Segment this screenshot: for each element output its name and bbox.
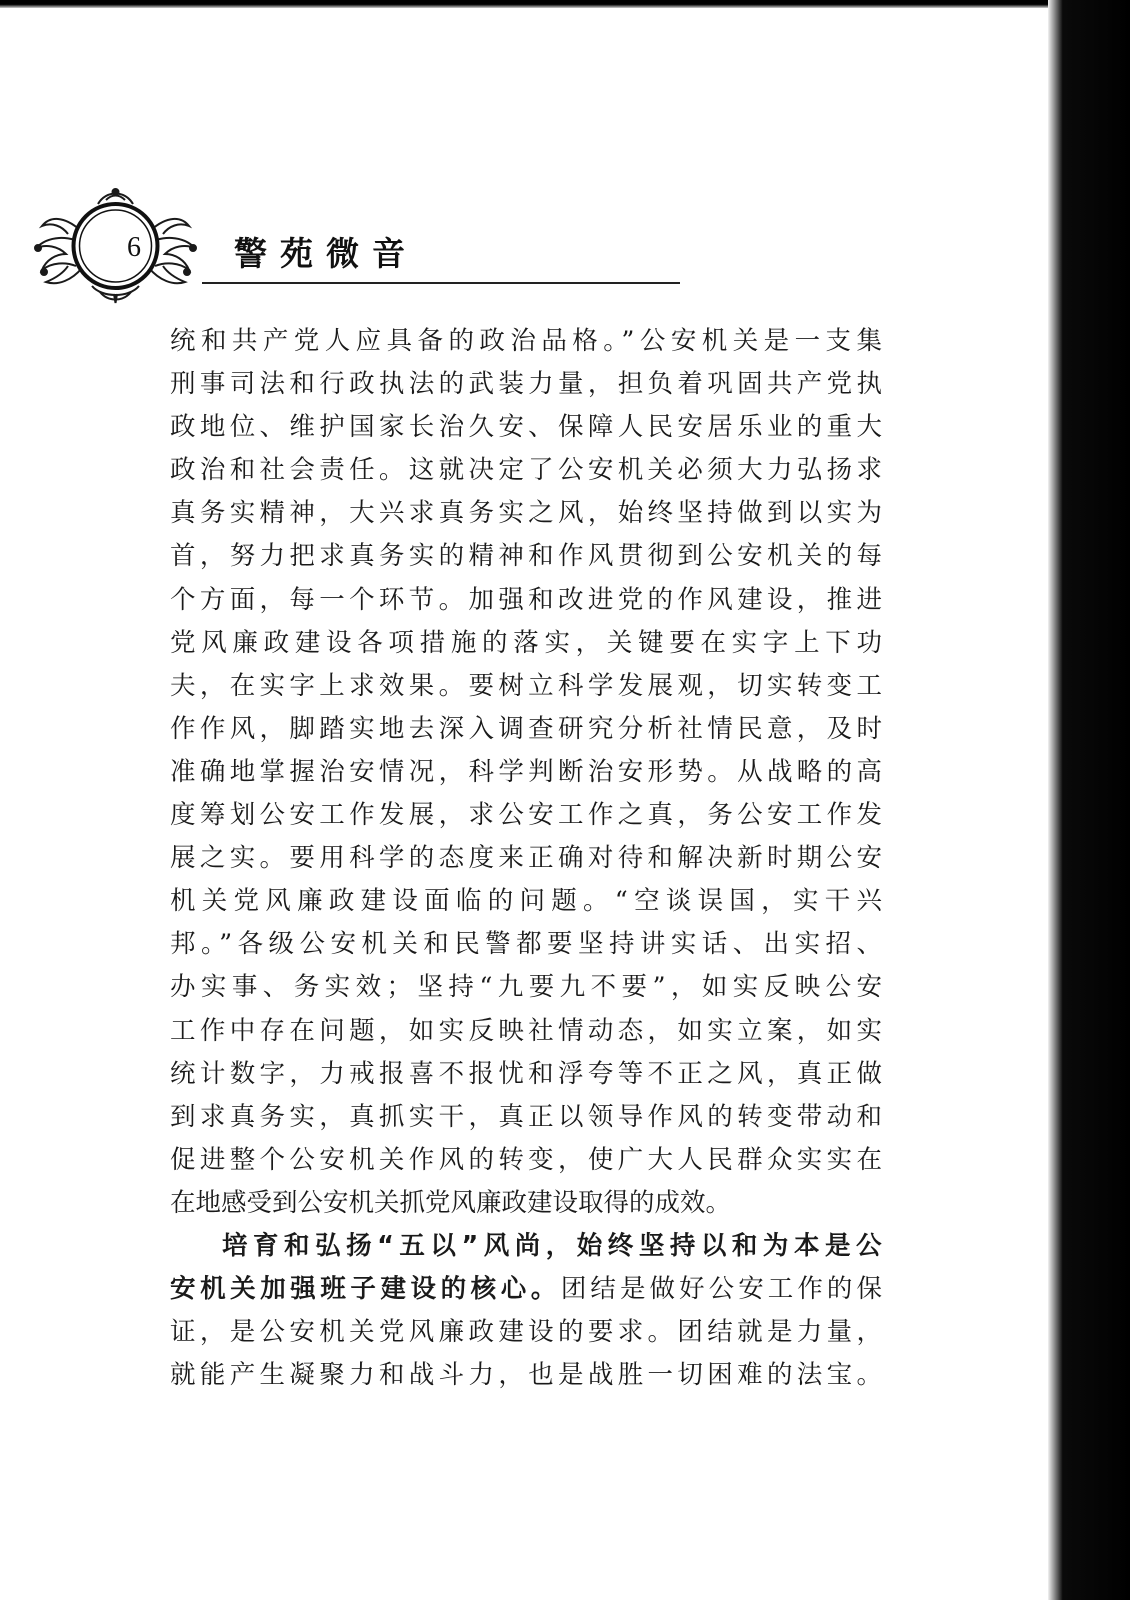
text-line: 夫，在实字上求效果。要树立科学发展观，切实转变工 (170, 670, 882, 701)
paragraph-lead-bold: 培育和弘扬“五以”风尚，始终坚持以和为本是公 (222, 1230, 882, 1261)
paragraph-lead-bold-end: 安机关加强班子建设的核心。 (170, 1274, 561, 1305)
text-line: 首，努力把求真务实的精神和作风贯彻到公安机关的每 (170, 541, 882, 572)
text-line-rest: 团结是做好公安工作的保 (560, 1274, 882, 1305)
text-line: 工作中存在问题，如实反映社情动态，如实立案，如实 (170, 1015, 882, 1046)
page-number: 6 (127, 232, 141, 263)
text-line: 统和共产党人应具备的政治品格。”公安机关是一支集 (170, 326, 882, 356)
text-line: 党风廉政建设各项措施的落实，关键要在实字上下功 (170, 627, 882, 658)
text-line: 刑事司法和行政执法的武装力量，担负着巩固共产党执 (170, 369, 882, 400)
scan-edge-top (0, 0, 1130, 8)
paragraph-end-line: 在地感受到公安机关抓党风廉政建设取得的成效。 (170, 1187, 732, 1218)
text-line: 准确地掌握治安情况，科学判断治安形势。从战略的高 (170, 756, 882, 787)
text-line: 度筹划公安工作发展，求公安工作之真，务公安工作发 (170, 800, 882, 831)
book-title: 警苑微音 (234, 234, 418, 273)
text-line: 办实事、务实效；坚持“九要九不要”，如实反映公安 (170, 972, 882, 1003)
text-line: 政地位、维护国家长治久安、保障人民安居乐业的重大 (170, 412, 882, 443)
scan-edge-right (1048, 0, 1130, 1600)
header-rule (202, 282, 680, 284)
text-line: 真务实精神，大兴求真务实之风，始终坚持做到以实为 (170, 498, 882, 529)
text-line: 证，是公安机关党风廉政建设的要求。团结就是力量， (170, 1317, 882, 1348)
text-line: 政治和社会责任。这就决定了公安机关必须大力弘扬求 (170, 455, 882, 486)
text-line: 机关党风廉政建设面临的问题。“空谈误国，实干兴 (170, 886, 882, 917)
text-line: 展之实。要用科学的态度来正确对待和解决新时期公安 (170, 843, 882, 874)
text-line: 统计数字，力戒报喜不报忧和浮夸等不正之风，真正做 (170, 1058, 882, 1089)
text-line: 邦。”各级公安机关和民警都要坚持讲实话、出实招、 (170, 929, 882, 960)
text-line: 促进整个公安机关作风的转变，使广大人民群众实实在 (170, 1144, 882, 1175)
text-line: 就能产生凝聚力和战斗力，也是战胜一切困难的法宝。 (170, 1360, 882, 1391)
page-header (28, 186, 668, 306)
text-line-mixed (170, 1268, 882, 1311)
text-line: 作作风，脚踏实地去深入调查研究分析社情民意，及时 (170, 713, 882, 744)
body-text (170, 320, 882, 1397)
text-line: 到求真务实，真抓实干，真正以领导作风的转变带动和 (170, 1101, 882, 1132)
text-line: 个方面，每一个环节。加强和改进党的作风建设，推进 (170, 584, 882, 615)
